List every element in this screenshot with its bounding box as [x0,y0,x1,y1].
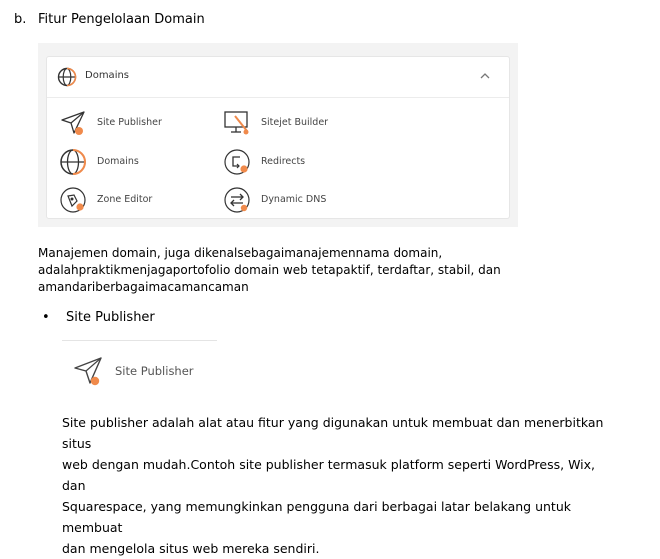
divider [62,340,217,341]
domains-card-header[interactable] [47,57,509,98]
domains-screenshot [38,43,518,227]
site-publisher-screenshot [62,340,217,392]
item-label: Zone Editor [97,194,153,205]
item-zone-editor[interactable] [59,186,249,214]
domains-card [46,56,510,219]
bullet-item [42,310,155,325]
item-sitejet-builder[interactable] [223,109,413,137]
site-publisher-label: Site Publisher [115,364,194,378]
monitor-paint-icon [223,109,251,137]
zone-editor-icon [59,186,87,214]
section-title: Fitur Pengelolaan Domain [38,12,205,27]
paper-plane-icon [59,109,87,137]
item-site-publisher[interactable] [59,109,249,137]
paper-plane-icon [72,355,104,387]
description-line: Site publisher adalah alat atau fitur yang digunakan untuk membuat dan menerbitkan situs [62,415,604,451]
globe-icon [57,67,77,87]
item-domains[interactable] [59,148,249,176]
description-line: web dengan mudah.Contoh site publisher termasuk platform seperti WordPress, Wix, dan [62,457,596,493]
description-line: dan mengelola situs web mereka sendiri. [62,541,320,556]
domains-card-title: Domains [85,70,130,81]
item-label: Sitejet Builder [261,117,329,128]
intro-line: amandariberbagaimacamancaman [38,280,249,294]
globe-icon [59,148,87,176]
bullet-dot: • [42,310,50,325]
intro-line: Manajemen domain, juga dikenalsebagaimanajemennama domain, [38,246,443,260]
item-dynamic-dns[interactable] [223,186,413,214]
intro-paragraph [38,245,598,296]
section-letter: b. [14,12,27,27]
item-redirects[interactable] [223,148,413,176]
chevron-up-icon[interactable] [479,71,491,81]
section-heading [14,12,205,27]
item-label: Dynamic DNS [261,194,327,205]
item-label: Site Publisher [97,117,162,128]
redirect-icon [223,148,251,176]
arrows-exchange-icon [223,186,251,214]
site-publisher-description [62,412,622,559]
intro-line: adalahpraktikmenjagaportofolio domain web tetapaktif, terdaftar, stabil, dan [38,263,501,277]
description-line: Squarespace, yang memungkinkan pengguna dari berbagai latar belakang untuk membuat [62,499,571,535]
bullet-label: Site Publisher [66,310,155,325]
item-label: Redirects [261,156,306,167]
item-label: Domains [97,156,139,167]
